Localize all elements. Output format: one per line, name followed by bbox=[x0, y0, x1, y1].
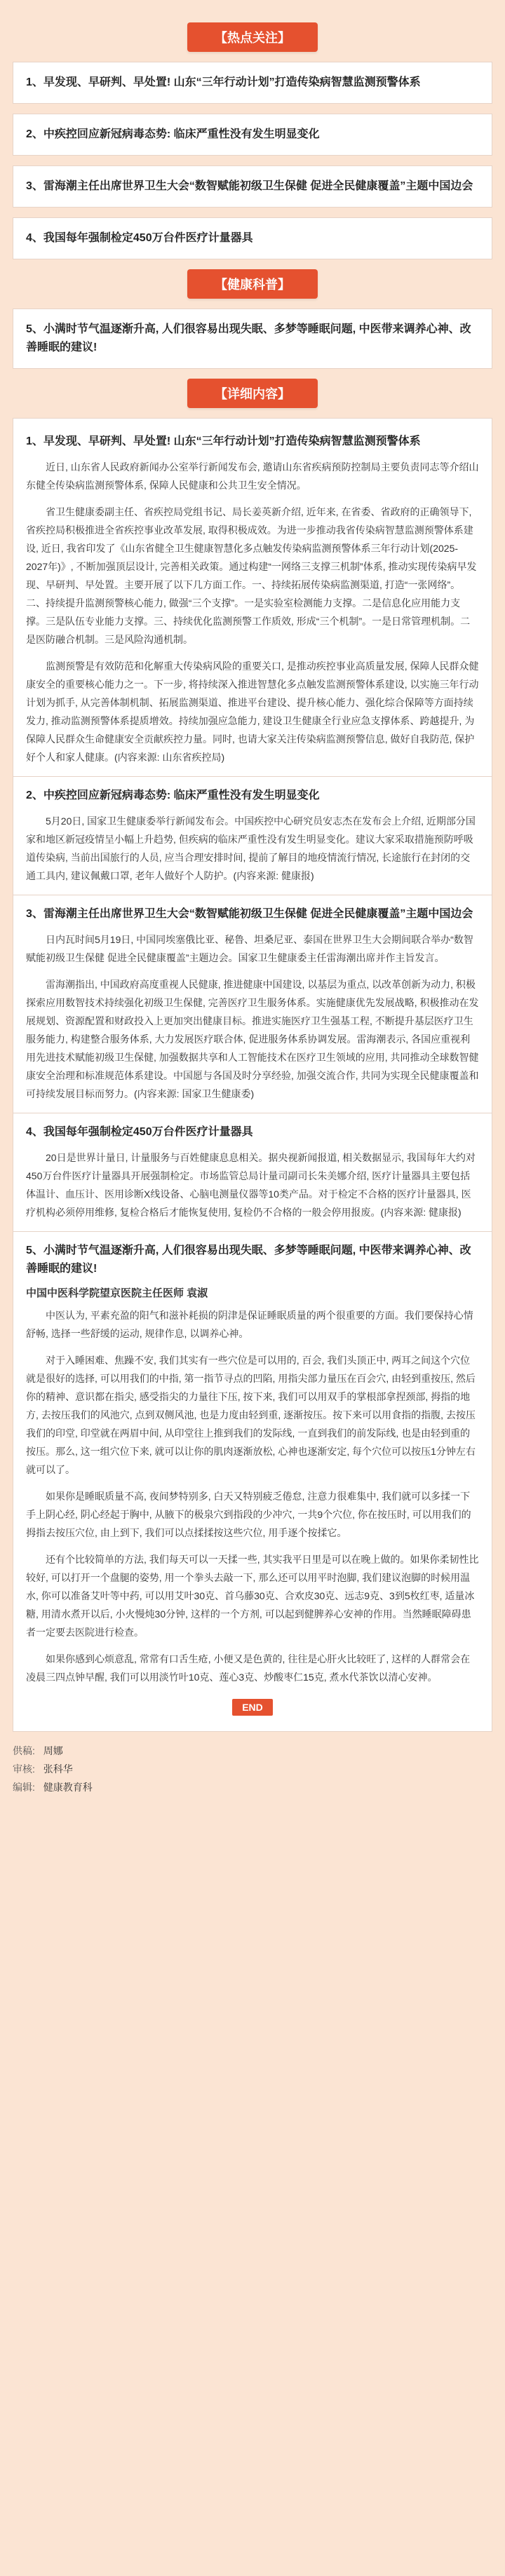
credit-label: 编辑: bbox=[13, 1782, 35, 1793]
credit-value: 健康教育科 bbox=[43, 1782, 93, 1793]
credit-value: 张科华 bbox=[43, 1763, 73, 1775]
story-5-para-4: 还有个比较简单的方法, 我们每天可以一天揉一些, 其实我平日里是可以在晚上做的。如果你柔韧性比较好, 可以打开一个盘腿的姿势, 用一个拳头去敲一下, 那么还可以用平时泡脚, 我们建议泡脚的时候用温水, 你可以准备艾叶等中药, 可以用艾叶30克、首乌藤30克、合欢皮30克、远志9克、3到5枚红枣, 适量冰糖, 用清水煮开以后, 小火慢炖30分钟, 这样的一个方剂, 可以起到健脾养心安神的作用。当然睡眠障碍患者一定要去医院进行检查。 bbox=[26, 1554, 479, 1638]
credit-row bbox=[13, 1778, 492, 1796]
credit-label: 供稿: bbox=[13, 1745, 35, 1756]
credit-row bbox=[13, 1742, 492, 1760]
story-2-title: 2、中疾控回应新冠病毒态势: 临床严重性没有发生明显变化 bbox=[26, 789, 320, 801]
story-4-title: 4、我国每年强制检定450万台件医疗计量器具 bbox=[26, 1126, 253, 1138]
divider bbox=[13, 776, 492, 777]
details-card bbox=[13, 418, 492, 1732]
hot-item-3-text: 3、雷海潮主任出席世界卫生大会“数智赋能初级卫生保健 促进全民健康覆盖”主题中国边会 bbox=[26, 180, 473, 192]
story-1-para-3: 监测预警是有效防范和化解重大传染病风险的重要关口, 是推动疾控事业高质量发展, 保障人民群众健康安全的重要核心能力之一。下一步, 将持续深入推进智慧化多点触发监测预警体系建设, 以实施三年行动计划为抓手, 从完善体制机制、拓展监测渠道、推进平台建设、提升核心能力、强化综合保障等方面持续发力, 推动监测预警体系提质增效。持续加强应急能力, 建设卫生健康全行业应急支撑体系、跨越提升, 为保障人民群众生命健康安全贡献疾控力量。同时, 也请大家关注传染病监测预警信息, 做好自我防范, 保护好个人和家人健康。(内容来源: 山东省疾控局) bbox=[26, 660, 479, 763]
credits bbox=[13, 1742, 492, 1796]
divider bbox=[13, 1231, 492, 1232]
story-5-para-3: 如果你是睡眠质量不高, 夜间梦特别多, 白天又特别疲乏倦怠, 注意力很难集中, 我们就可以多揉一下手上阴心经, 阴心经起于胸中, 从腋下的极泉穴到指段的少冲穴, 一共9个穴位, 你在按压时, 可以用我们的拇指去按压穴位, 由上到下, 我们可以点揉揉按这些穴位, 用手逐个按揉它。 bbox=[26, 1491, 471, 1538]
story-5-para-2: 对于入睡困难、焦躁不安, 我们其实有一些穴位是可以用的, 百会, 我们头顶正中, 两耳之间这个穴位就是很好的选择, 可以用我们的中指, 第一指节寻点的凹陷, 用指尖部力量压在百会穴, 由轻到重按压, 然后你的精神、意识都在指尖, 感受指尖的力量往下压, 按下来, 我们可以用双手的掌根部拿捏颈部, 拇指的地方, 去按压我们的风池穴, 点到双侧风池, 也是力度由轻到重, 逐渐按压。按下来可以用食指的指腹, 去按压我们的印堂, 印堂就在两眉中间, 从印堂往上推到我们的发际线, 一直到我们的前发际线, 也是由轻到重的按压。那么, 这一组穴位下来, 就可以让你的肌肉逐渐放松, 心神也逐渐安定, 每个穴位可以按压1分钟左右就可以了。 bbox=[26, 1355, 476, 1475]
health-item-5[interactable] bbox=[13, 309, 492, 369]
story-2-para-1: 5月20日, 国家卫生健康委举行新闻发布会。中国疾控中心研究员安志杰在发布会上介绍, 近期部分国家和地区新冠疫情呈小幅上升趋势, 但疾病的临床严重性没有发生明显变化。建议大家采取措施预防呼吸道传染病, 当前出国旅行的人员, 应当合理安排时间, 提前了解目的地疫情流行情况, 长途旅行在封闭的交通工具内, 建议佩戴口罩, 老年人做好个人防护。(内容来源: 健康报) bbox=[26, 815, 476, 881]
story-1-para-2: 省卫生健康委副主任、省疾控局党组书记、局长姜英新介绍, 近年来, 在省委、省政府的正确领导下, 省疾控局积极推进全省疾控事业改革发展, 取得积极成效。为进一步推动我省传染病智慧监测预警体系建设, 近日, 我省印发了《山东省健全卫生健康智慧化多点触发传染病监测预警体系三年行动计划(2025-2027年)》, 不断加强顶层设计, 完善相关政策。通过构建“一网络三支撑三机制”体系, 推动实现传染病早发现、早研判、早处置。主要开展了以下几方面工作。一、持续拓展传染病监测渠道, 打造“一张网络”。二、持续提升监测预警核心能力, 做强“三个支撑”。一是实验室检测能力支撑。二是信息化应用能力支撑。三是队伍专业能力支撑。三、持续优化监测预警工作质效, 形成“三个机制”。一是日常管理机制。二是医防融合机制。三是风险沟通机制。 bbox=[26, 506, 477, 645]
section-title-health: 【健康科普】 bbox=[187, 269, 318, 299]
hot-item-4[interactable] bbox=[13, 217, 492, 259]
story-5-para-1: 中医认为, 平素充盈的阳气和滋补耗损的阴津是保证睡眠质量的两个很重要的方面。我们要保持心情舒畅, 选择一些舒缓的运动, 规律作息, 以调养心神。 bbox=[26, 1310, 473, 1339]
section-details bbox=[0, 379, 505, 408]
story-4-para-1: 20日是世界计量日, 计量服务与百姓健康息息相关。据央视新闻报道, 相关数据显示, 我国每年大约对450万台件医疗计量器具开展强制检定。市场监管总局计量司副司长朱美娜介绍, 医疗计量器具主要包括体温计、血压计、医用诊断X线设备、心脑电测量仪器等10类产品。对于检定不合格的医疗计量器具, 医疗机构必须停用维修, 复检合格后才能恢复使用, 复检仍不合格的一般会停用报废。(内容来源: 健康报) bbox=[26, 1152, 476, 1218]
story-3-title: 3、雷海潮主任出席世界卫生大会“数智赋能初级卫生保健 促进全民健康覆盖”主题中国边会 bbox=[26, 908, 473, 920]
hot-item-2[interactable] bbox=[13, 114, 492, 156]
health-item-5-text: 5、小满时节气温逐渐升高, 人们很容易出现失眠、多梦等睡眠问题, 中医带来调养心神、改善睡眠的建议! bbox=[26, 323, 471, 353]
section-hot bbox=[0, 22, 505, 52]
story-5-para-5: 如果你感到心烦意乱, 常常有口舌生疮, 小便又是色黄的, 往往是心肝火比较旺了, 这样的人群常会在凌晨三四点钟早醒, 我们可以用淡竹叶10克、莲心3克、炒酸枣仁15克, 煮水代茶饮以清心安神。 bbox=[26, 1653, 471, 1683]
story-3-para-2: 雷海潮指出, 中国政府高度重视人民健康, 推进健康中国建设, 以基层为重点, 以改革创新为动力, 积极探索应用数智技术持续强化初级卫生保健, 完善医疗卫生服务体系。实施健康优先发展战略, 积极推动在发展规划、资源配置和财政投入上更加突出健康目标。推进实施医疗卫生强基工程, 不断提升基层医疗卫生服务能力, 构建整合服务体系, 大力发展医疗联合体, 促进服务体系协调发展。雷海潮表示, 各国应重视利用先进技术赋能初级卫生保健, 加强数据共享和人工智能技术在医疗卫生领域的应用, 共同推动全球数智健康安全治理和标准规范体系建设。中国愿与各国及时分享经验, 加强交流合作, 共同为实现全民健康覆盖和可持续发展目标而努力。(内容来源: 国家卫生健康委) bbox=[26, 979, 479, 1099]
section-title-details: 【详细内容】 bbox=[187, 379, 318, 408]
hot-item-3[interactable] bbox=[13, 165, 492, 208]
story-5-subhead: 中国中医科学院望京医院主任医师 袁淑 bbox=[26, 1287, 208, 1299]
end-marker bbox=[26, 1699, 479, 1716]
story-1-para-1: 近日, 山东省人民政府新闻办公室举行新闻发布会, 邀请山东省疾病预防控制局主要负责同志等介绍山东健全传染病监测预警体系, 保障人民健康和公共卫生安全情况。 bbox=[26, 461, 479, 491]
credit-label: 审核: bbox=[13, 1763, 35, 1775]
story-5-title: 5、小满时节气温逐渐升高, 人们很容易出现失眠、多梦等睡眠问题, 中医带来调养心神、改善睡眠的建议! bbox=[26, 1245, 471, 1275]
hot-item-1-text: 1、早发现、早研判、早处置! 山东“三年行动计划”打造传染病智慧监测预警体系 bbox=[26, 76, 421, 88]
story-1-title: 1、早发现、早研判、早处置! 山东“三年行动计划”打造传染病智慧监测预警体系 bbox=[26, 435, 421, 447]
hot-item-1[interactable] bbox=[13, 62, 492, 104]
section-health bbox=[0, 269, 505, 299]
section-title-hot: 【热点关注】 bbox=[187, 22, 318, 52]
hot-item-4-text: 4、我国每年强制检定450万台件医疗计量器具 bbox=[26, 232, 253, 244]
hot-item-2-text: 2、中疾控回应新冠病毒态势: 临床严重性没有发生明显变化 bbox=[26, 128, 320, 140]
story-3-para-1: 日内瓦时间5月19日, 中国同埃塞俄比亚、秘鲁、坦桑尼亚、泰国在世界卫生大会期间联合举办“数智赋能初级卫生保健 促进全民健康覆盖”主题边会。国家卫生健康委主任雷海潮出席并作主旨发言。 bbox=[26, 934, 473, 963]
end-label: END bbox=[232, 1699, 273, 1716]
credit-value: 周娜 bbox=[43, 1745, 63, 1756]
credit-row bbox=[13, 1760, 492, 1778]
